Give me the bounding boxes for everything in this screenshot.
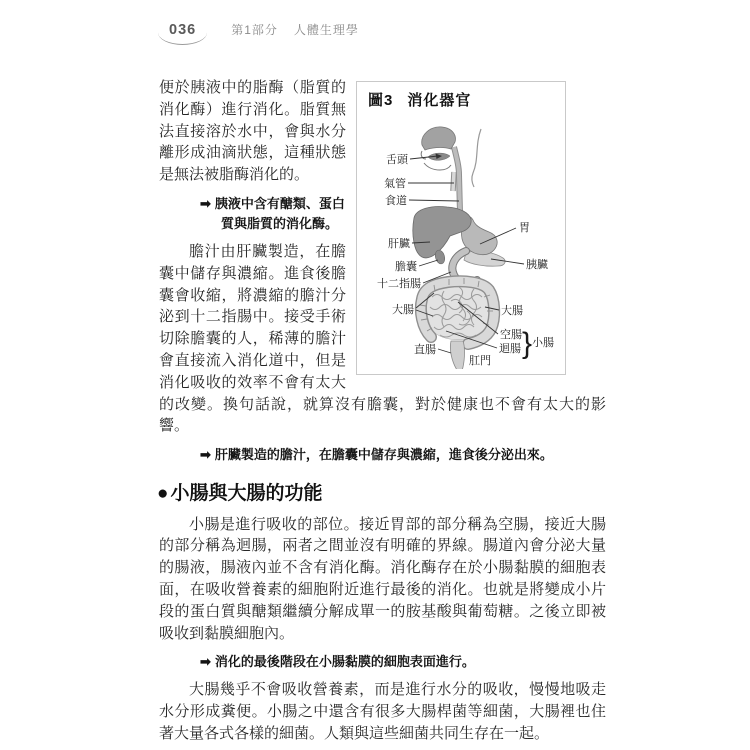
arrow-icon: ➡ <box>200 195 211 211</box>
arrow-icon: ➡ <box>200 654 211 670</box>
label-ileum: 迴腸 <box>499 342 521 355</box>
label-stomach: 胃 <box>519 221 530 234</box>
label-tongue: 舌頭 <box>386 153 408 166</box>
rectum-shape <box>450 341 464 369</box>
arrow-icon: ➡ <box>200 447 211 463</box>
label-pancreas: 胰臟 <box>526 258 548 271</box>
key-point-text: 消化的最後階段在小腸黏膜的細胞表面進行。 <box>214 654 475 670</box>
label-liver: 肝臟 <box>388 237 410 250</box>
paragraph-small-intestine: 小腸是進行吸收的部位。接近胃部的部分稱為空腸，接近大腸的部分稱為迴腸，兩者之間並沒有明確的界線。腸道內會分泌大量的腸液，腸液內並不含有消化酶。消化酶存在於小腸黏膜的細胞表面，在吸收營養素的細胞附近進行最後的消化。也就是將變成小片段的蛋白質與醣類繼續分解成單一的胺基酸與葡萄糖。之後立即被吸收到黏膜細胞內。 <box>159 516 606 642</box>
page-number: 036 <box>158 20 207 45</box>
part-title: 人體生理學 <box>293 23 359 37</box>
page-header <box>158 20 359 45</box>
figure-caption <box>368 90 565 112</box>
digestive-system-diagram <box>364 115 564 369</box>
neck-outline <box>472 129 481 187</box>
label-trachea: 氣管 <box>384 177 406 190</box>
trachea-shape-inner <box>453 172 454 191</box>
head-shape <box>422 127 456 150</box>
label-gallbladder: 膽囊 <box>395 260 417 273</box>
section-heading-intestines <box>157 482 606 506</box>
label-anus: 肛門 <box>469 354 491 367</box>
key-point-digestion-final-stage <box>159 652 606 673</box>
main-text-column <box>159 78 606 745</box>
paragraph-bile: 膽汁由肝臟製造，在膽囊中儲存與濃縮。進食後膽囊會收縮，將濃縮的膽汁分泌到十二指腸中。接受手術切除膽囊的人，稀薄的膽汁會直接流入消化道中，但是消化吸收的效率不會有太大的改變。換句話說，就算沒有膽囊，對於健康也不會有太大的影響。 <box>159 243 606 435</box>
figure-number: 圖3 <box>368 92 394 109</box>
label-rectum: 直腸 <box>414 343 436 356</box>
label-small-intestine: 小腸 <box>532 336 554 349</box>
key-point-text: 肝臟製造的膽汁，在膽囊中儲存與濃縮，進食後分泌出來。 <box>214 447 553 463</box>
paragraph-large-intestine: 大腸幾乎不會吸收營養素，而是進行水分的吸收，慢慢地吸走水分形成糞便。小腸之中還含有很多大腸桿菌等細菌，大腸裡也住著大量各式各樣的細菌。人類與這些細菌共同生存在一起。 <box>159 681 606 742</box>
label-colon-left: 大腸 <box>392 303 414 316</box>
key-point-text: 胰液中含有醣類、蛋白質與脂質的消化酶。 <box>214 195 345 232</box>
label-jejunum: 空腸 <box>500 328 522 341</box>
paragraph-pancreatic-lipase: 便於胰液中的脂酶（脂質的消化酶）進行消化。脂質無法直接溶於水中，會與水分離形成油滴狀態，這種狀態是無法被脂酶消化的。 <box>159 80 346 184</box>
label-esophagus: 食道 <box>385 194 407 207</box>
figure-digestive-organs <box>356 81 566 375</box>
section-bullet-icon: ● <box>157 482 169 504</box>
brace-icon: } <box>522 326 533 360</box>
small-intestine-shape <box>427 285 492 340</box>
part-label: 第1部分 <box>231 23 278 37</box>
label-colon-right: 大腸 <box>501 304 523 317</box>
key-point-bile <box>159 445 606 466</box>
label-duodenum: 十二指腸 <box>377 277 421 290</box>
section-heading-text: 小腸與大腸的功能 <box>170 482 323 504</box>
figure-title: 消化器官 <box>407 92 472 109</box>
